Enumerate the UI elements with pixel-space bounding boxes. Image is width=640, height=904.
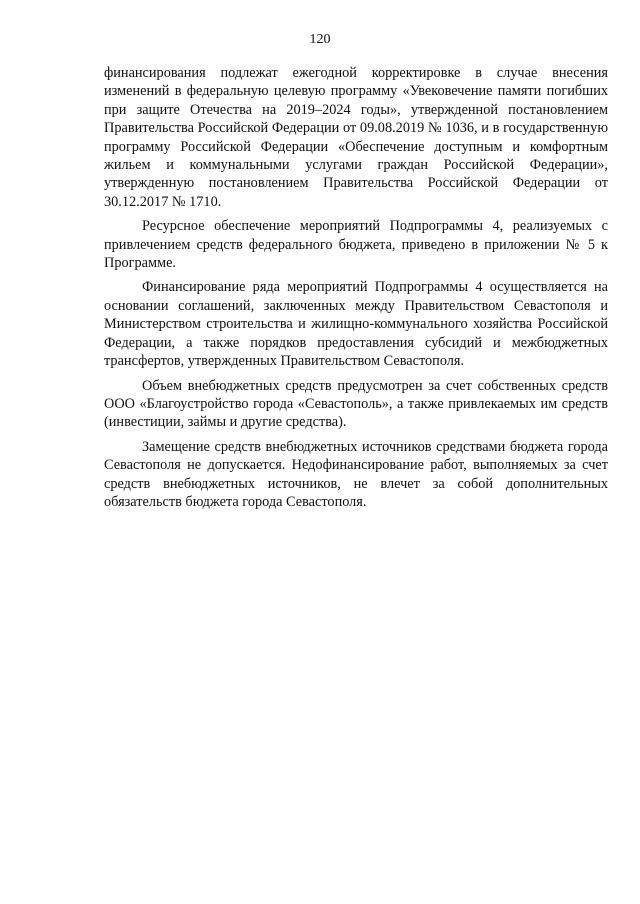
document-body (104, 64, 608, 517)
paragraph-funding-adjustment: финансирования подлежат ежегодной корректировке в случае внесения изменений в федеральную целевую программу «Увековечение памяти погибших при защите Отечества на 2019–2024 годы», утвержденной постановлением Правительства Российской Федерации от 09.08.2019 № 1036, и в государственную программу Российской Федерации «Обеспечение доступным и комфортным жильем и коммунальными услугами граждан Российской Федерации», утвержденную постановлением Правительства Российской Федерации от 30.12.2017 № 1710. (104, 65, 608, 210)
page-number: 120 (309, 32, 331, 47)
paragraph-financing-agreements: Финансирование ряда мероприятий Подпрограммы 4 осуществляется на основании соглашений, заключенных между Правительством Севастополя и Министерством строительства и жилищно-коммунального хозяйства Российской Федерации, а также порядков предоставления субсидий и межбюджетных трансфертов, утвержденных Правительством Севастополя. (104, 279, 608, 370)
paragraph-replacement-of-funds: Замещение средств внебюджетных источников средствами бюджета города Севастополя не допускается. Недофинансирование работ, выполняемых за счет средств внебюджетных источников, не влечет за собой дополнительных обязательств бюджета города Севастополя. (104, 438, 608, 510)
paragraph-federal-budget-resources: Ресурсное обеспечение мероприятий Подпрограммы 4, реализуемых с привлечением средств федерального бюджета, приведено в приложении № 5 к Программе. (104, 218, 608, 272)
paragraph-extrabudgetary-volume: Объем внебюджетных средств предусмотрен за счет собственных средств ООО «Благоустройство города «Севастополь», а также привлекаемых им средств (инвестиции, займы и другие средства). (104, 377, 608, 431)
